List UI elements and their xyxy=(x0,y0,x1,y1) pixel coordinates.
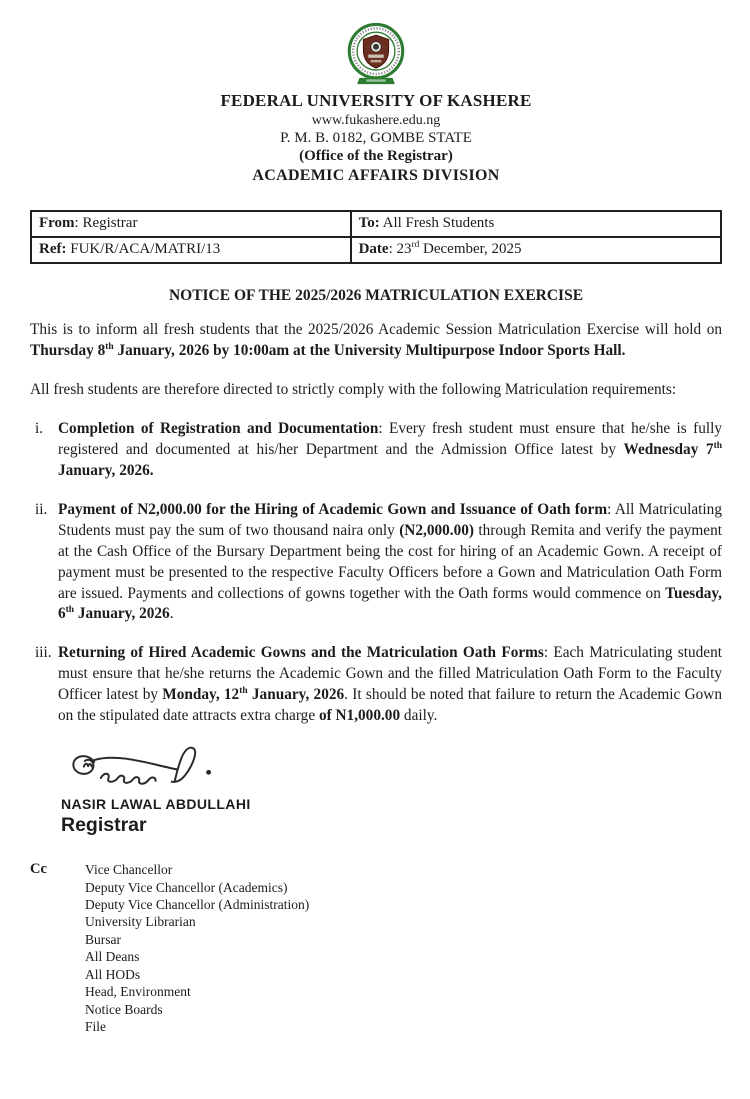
cc-block xyxy=(30,861,722,1035)
signatory-name: NASIR LAWAL ABDULLAHI xyxy=(61,796,251,813)
list-item-returning xyxy=(30,643,722,727)
list-item-text: Completion of Registration and Documentation: Every fresh student must ensure that he/she is fully registered and documented at his/her Department and the Admission Office latest by Wednesday 7th January, 2026. xyxy=(58,419,722,479)
list-numeral: iii. xyxy=(35,644,52,662)
signature-block xyxy=(61,743,722,837)
cc-recipient: Deputy Vice Chancellor (Academics) xyxy=(85,879,288,895)
list-item-registration xyxy=(30,419,722,482)
university-crest-icon xyxy=(336,22,416,90)
university-address: P. M. B. 0182, GOMBE STATE xyxy=(280,130,472,146)
cc-recipient: Notice Boards xyxy=(85,1001,163,1017)
memo-meta-table xyxy=(30,210,722,264)
cc-recipient-list xyxy=(85,861,309,1035)
letterhead xyxy=(30,22,722,185)
cc-recipient: Head, Environment xyxy=(85,984,191,1000)
university-website: www.fukashere.edu.ng xyxy=(311,113,441,128)
list-item-text: Returning of Hired Academic Gowns and the Matriculation Oath Forms: Each Matriculating student must ensure that he/she returns the Academic Gown and the filled Matriculation Oath Form to the Faculty Officer latest by Monday, 12th January, 2026. It should be noted that failure to return the Academic Gown on the stipulated date attracts extra charge of N1,000.00 daily. xyxy=(58,644,723,725)
ref-cell: Ref: FUK/R/ACA/MATRI/13 xyxy=(31,237,351,263)
table-row-from-to xyxy=(31,211,721,237)
university-crest-logo xyxy=(30,22,722,90)
list-item-text: Payment of N2,000.00 for the Hiring of Academic Gown and Issuance of Oath form: All Matriculating Students must pay the sum of two thousand naira only (N2,000.00) through Remita and verify the payment at the Cash Office of the Bursary Department being the cost for hiring of an Academic Gown. A receipt of payment must be presented to the respective Faculty Officers before a Gown and Matriculation Oath Form are issued. Payments and collections of gowns together with the Oath forms would commence on Tuesday, 6th January, 2026. xyxy=(58,500,722,623)
intro-paragraph: This is to inform all fresh students that the 2025/2026 Academic Session Matriculation Exercise will hold on Thursday 8th January, 2026 by 10:00am at the University Multipurpose Indoor Sports Hall. xyxy=(30,321,722,359)
office-line: (Office of the Registrar) xyxy=(299,148,453,164)
division-line: ACADEMIC AFFAIRS DIVISION xyxy=(252,167,500,184)
directive-paragraph: All fresh students are therefore directed to strictly comply with the following Matriculation requirements: xyxy=(30,380,677,398)
cc-label: Cc xyxy=(30,861,47,878)
cc-recipient: Vice Chancellor xyxy=(85,862,173,878)
handwritten-signature-icon xyxy=(61,743,239,795)
date-cell: Date: 23rd December, 2025 xyxy=(351,237,721,263)
table-row-ref-date xyxy=(31,237,721,263)
cc-recipient: All Deans xyxy=(85,949,140,965)
from-cell: From: Registrar xyxy=(31,211,351,237)
list-item-payment xyxy=(30,500,722,626)
cc-recipient: Bursar xyxy=(85,931,121,947)
requirements-list xyxy=(30,419,722,727)
cc-recipient: Deputy Vice Chancellor (Administration) xyxy=(85,897,310,913)
cc-recipient: File xyxy=(85,1018,107,1034)
signatory-title: Registrar xyxy=(61,814,147,837)
to-cell: To: All Fresh Students xyxy=(351,211,721,237)
cc-recipient: University Librarian xyxy=(85,914,196,930)
cc-recipient: All HODs xyxy=(85,966,141,982)
list-numeral: ii. xyxy=(35,500,48,518)
list-numeral: i. xyxy=(35,419,44,437)
university-name: FEDERAL UNIVERSITY OF KASHERE xyxy=(220,91,532,110)
notice-title: NOTICE OF THE 2025/2026 MATRICULATION EXERCISE xyxy=(168,287,584,304)
